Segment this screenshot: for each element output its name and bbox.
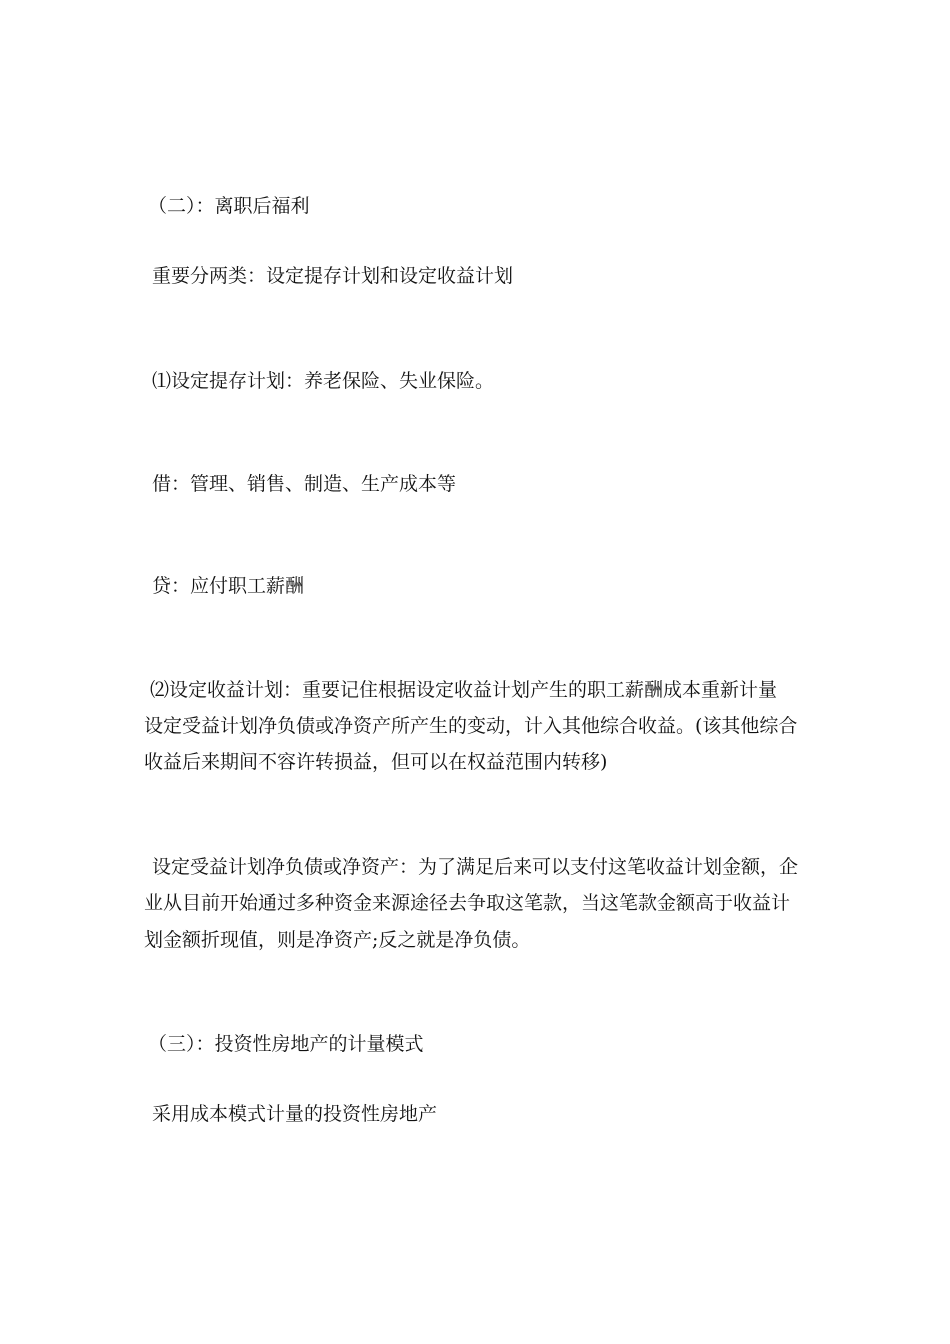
section-heading-post-employment-benefits: （二）：离职后福利 bbox=[148, 195, 310, 217]
paragraph-net-liability-line-1: 设定受益计划净负债或净资产：为了满足后来可以支付这笔收益计划金额，企 bbox=[152, 856, 799, 878]
paragraph-net-liability-line-2: 业从目前开始通过多种资金来源途径去争取这笔款，当这笔款金额高于收益计 bbox=[144, 892, 791, 914]
paragraph-net-liability-line-3: 划金额折现值，则是净资产;反之就是净负债。 bbox=[144, 929, 531, 951]
paragraph-debit-entry: 借：管理、销售、制造、生产成本等 bbox=[152, 473, 457, 495]
paragraph-defined-benefit-plan-line-2: 设定受益计划净负债或净资产所产生的变动，计入其他综合收益。(该其他综合 bbox=[144, 715, 798, 737]
paragraph-defined-benefit-plan-line-3: 收益后来期间不容许转损益，但可以在权益范围内转移) bbox=[144, 751, 608, 773]
paragraph-credit-entry: 贷：应付职工薪酬 bbox=[152, 575, 305, 597]
paragraph-two-categories: 重要分两类：设定提存计划和设定收益计划 bbox=[152, 265, 514, 287]
section-heading-investment-property-measurement: （三）：投资性房地产的计量模式 bbox=[148, 1033, 424, 1055]
paragraph-cost-model: 采用成本模式计量的投资性房地产 bbox=[152, 1103, 438, 1125]
paragraph-defined-contribution-plan: ⑴设定提存计划：养老保险、失业保险。 bbox=[152, 370, 495, 392]
paragraph-defined-benefit-plan-line-1: ⑵设定收益计划：重要记住根据设定收益计划产生的职工薪酬成本重新计量 bbox=[150, 679, 778, 701]
